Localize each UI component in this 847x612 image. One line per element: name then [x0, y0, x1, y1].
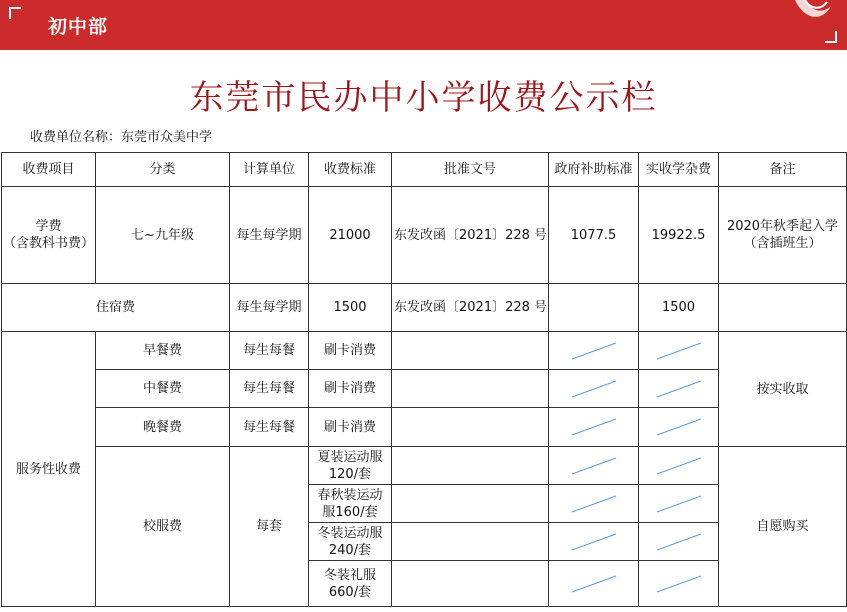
- actual-fee-cell: 19922.5: [639, 187, 719, 284]
- subsidy-cell: [549, 447, 639, 485]
- uniform-item-line: 120/套: [328, 466, 372, 482]
- slash-mark: [564, 572, 624, 596]
- corner-bracket-icon: [9, 7, 21, 19]
- uniform-standard-cell: [309, 561, 392, 607]
- header-cell: 批准文号: [392, 153, 549, 187]
- uniform-item-line: 夏装运动服: [317, 449, 383, 465]
- corner-bracket-icon: [825, 31, 837, 43]
- uniform-item-line: 240/套: [328, 542, 372, 558]
- category-cell: 七~九年级: [96, 187, 230, 284]
- meal-name-cell: 早餐费: [96, 332, 230, 370]
- table-row: [2, 332, 847, 370]
- uniform-item-line: 冬装运动服: [317, 525, 383, 541]
- actual-fee-cell: [639, 561, 719, 607]
- table-header-row: [2, 153, 847, 187]
- uniform-standard-cell: [309, 523, 392, 561]
- approval-cell: [392, 561, 549, 607]
- actual-fee-cell: [639, 370, 719, 408]
- slash-mark: [649, 530, 709, 554]
- uniform-item-line: 春秋装运动: [317, 487, 383, 503]
- standard-cell: 刷卡消费: [309, 370, 392, 408]
- slash-mark: [649, 572, 709, 596]
- page-title: 东莞市民办中小学收费公示栏: [189, 78, 658, 118]
- unit-cell: 每生每餐: [230, 332, 309, 370]
- approval-cell: [392, 408, 549, 447]
- slash-mark: [649, 377, 709, 401]
- actual-fee-cell: [639, 332, 719, 370]
- header-cell: 备注: [719, 153, 847, 187]
- header-cell: 政府补助标准: [549, 153, 639, 187]
- ribbon-ornament-icon: [791, 0, 835, 24]
- service-fee-label: 服务性收费: [2, 332, 96, 607]
- subsidy-cell: [549, 485, 639, 523]
- actual-fee-cell: [639, 485, 719, 523]
- fee-item-note: （含教科书费）: [2, 236, 94, 251]
- header-cell: 实收学杂费: [639, 153, 719, 187]
- slash-mark: [564, 530, 624, 554]
- subsidy-cell: [549, 408, 639, 447]
- uniform-standard-cell: [309, 447, 392, 485]
- subsidy-cell: [549, 370, 639, 408]
- subsidy-cell: [549, 561, 639, 607]
- header-cell: 计算单位: [230, 153, 309, 187]
- actual-fee-cell: [639, 408, 719, 447]
- slash-mark: [649, 339, 709, 363]
- actual-fee-cell: [639, 447, 719, 485]
- remark-cell: 自愿购买: [719, 447, 847, 607]
- fee-table: [1, 152, 847, 607]
- header-cell: 收费项目: [2, 153, 96, 187]
- slash-mark: [564, 415, 624, 439]
- approval-cell: [392, 485, 549, 523]
- fee-item-name: 学费: [35, 219, 62, 234]
- table-row: [2, 447, 847, 485]
- subsidy-cell: [549, 284, 639, 332]
- fee-item-cell: [2, 187, 96, 284]
- meal-name-cell: 中餐费: [96, 370, 230, 408]
- remark-cell: [719, 284, 847, 332]
- actual-fee-cell: 1500: [639, 284, 719, 332]
- remark-line: 2020年秋季起入学: [726, 219, 839, 234]
- remark-cell: [719, 187, 847, 284]
- fee-item-cell: 住宿费: [2, 284, 230, 332]
- actual-fee-cell: [639, 523, 719, 561]
- slash-mark: [564, 339, 624, 363]
- slash-mark: [649, 492, 709, 516]
- subsidy-cell: [549, 523, 639, 561]
- slash-mark: [564, 492, 624, 516]
- approval-cell: 东发改函〔2021〕228 号: [392, 284, 549, 332]
- fee-unit-name: 收费单位名称：东莞市众美中学: [30, 130, 213, 145]
- approval-cell: [392, 447, 549, 485]
- uniform-name-cell: 校服费: [96, 447, 230, 607]
- subsidy-cell: [549, 332, 639, 370]
- standard-cell: 刷卡消费: [309, 408, 392, 447]
- subsidy-cell: 1077.5: [549, 187, 639, 284]
- unit-cell: 每生每学期: [230, 284, 309, 332]
- approval-cell: 东发改函〔2021〕228 号: [392, 187, 549, 284]
- standard-cell: 1500: [309, 284, 392, 332]
- uniform-item-line: 660/套: [328, 584, 372, 600]
- banner-title: 初中部: [48, 16, 109, 38]
- slash-mark: [649, 415, 709, 439]
- table-row: [2, 187, 847, 284]
- meal-name-cell: 晚餐费: [96, 408, 230, 447]
- unit-cell: 每套: [230, 447, 309, 607]
- approval-cell: [392, 523, 549, 561]
- slash-mark: [564, 454, 624, 478]
- unit-cell: 每生每餐: [230, 370, 309, 408]
- table-row: [2, 284, 847, 332]
- remark-cell: 按实收取: [719, 332, 847, 447]
- uniform-item-line: 服160/套: [322, 504, 378, 520]
- header-cell: 分类: [96, 153, 230, 187]
- standard-cell: 刷卡消费: [309, 332, 392, 370]
- unit-cell: 每生每学期: [230, 187, 309, 284]
- unit-cell: 每生每餐: [230, 408, 309, 447]
- uniform-standard-cell: [309, 485, 392, 523]
- approval-cell: [392, 370, 549, 408]
- header-cell: 收费标准: [309, 153, 392, 187]
- uniform-item-line: 冬装礼服: [323, 567, 376, 583]
- standard-cell: 21000: [309, 187, 392, 284]
- section-banner: [0, 0, 847, 50]
- slash-mark: [649, 454, 709, 478]
- approval-cell: [392, 332, 549, 370]
- remark-line: （含插班生）: [743, 236, 822, 251]
- slash-mark: [564, 377, 624, 401]
